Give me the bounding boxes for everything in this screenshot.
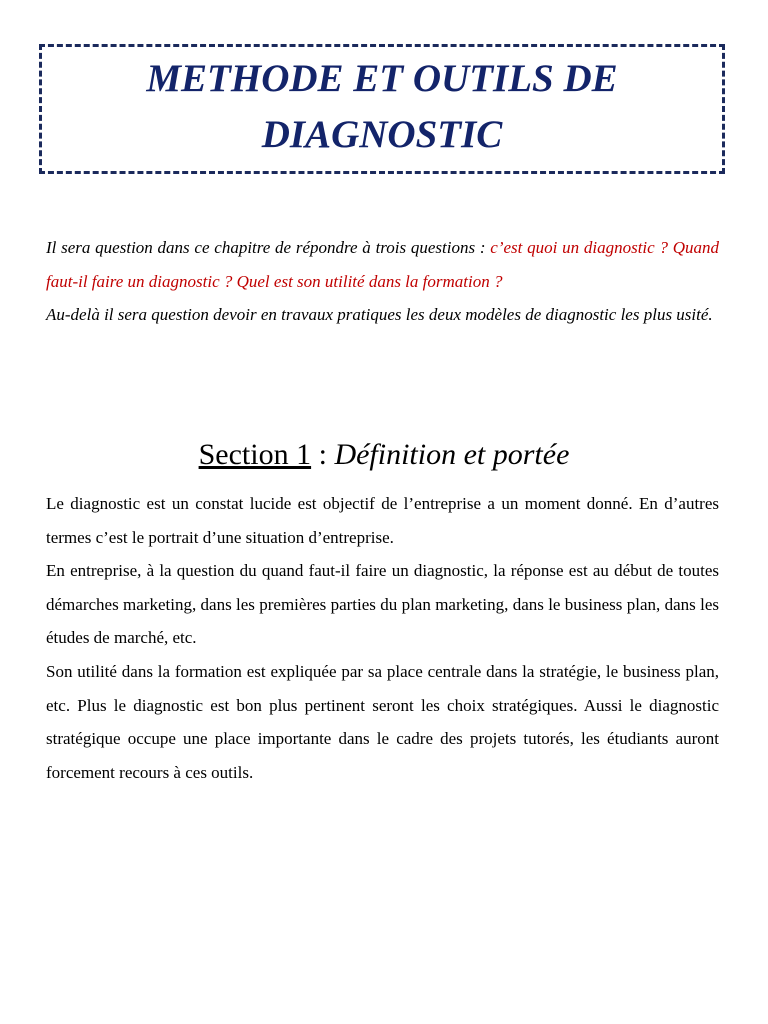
document-title-line-2: DIAGNOSTIC: [261, 113, 503, 156]
title-box: [39, 44, 725, 174]
document-title-line-1: METHODE ET OUTILS DE: [146, 57, 618, 100]
intro-paragraph-1: [46, 231, 719, 298]
section-separator: :: [311, 438, 335, 471]
intro-text: Il sera question dans ce chapitre de répondre à trois questions :: [46, 238, 491, 257]
intro-section: [46, 231, 719, 332]
section-title: Définition et portée: [334, 438, 570, 471]
body-paragraph-1: Le diagnostic est un constat lucide est objectif de l’entreprise a un moment donné. En d’autres termes c’est le portrait d’une situation d’entreprise.: [46, 494, 719, 547]
section-number: Section 1: [198, 438, 312, 471]
body-paragraph-3: Son utilité dans la formation est expliquée par sa place centrale dans la stratégie, le business plan, etc. Plus le diagnostic est bon plus pertinent seront les choix stratégiques. Aussi le diagnostic stratégique occupe une place importante dans le cadre des projets tutorés, les étudiants auront forcement recours à ces outils.: [46, 661, 719, 782]
intro-questions: c’est quoi un diagnostic ? Quand faut-il faire un diagnostic ? Quel est son utilité dans la formation ?: [46, 238, 719, 291]
intro-paragraph-2: Au-delà il sera question devoir en travaux pratiques les deux modèles de diagnostic les plus usité.: [46, 305, 713, 325]
body-text: [46, 487, 719, 789]
section-heading: [0, 434, 768, 476]
body-paragraph-2: En entreprise, à la question du quand faut-il faire un diagnostic, la réponse est au début de toutes démarches marketing, dans les premières parties du plan marketing, dans le business plan, dans les études de marché, etc.: [46, 561, 719, 648]
